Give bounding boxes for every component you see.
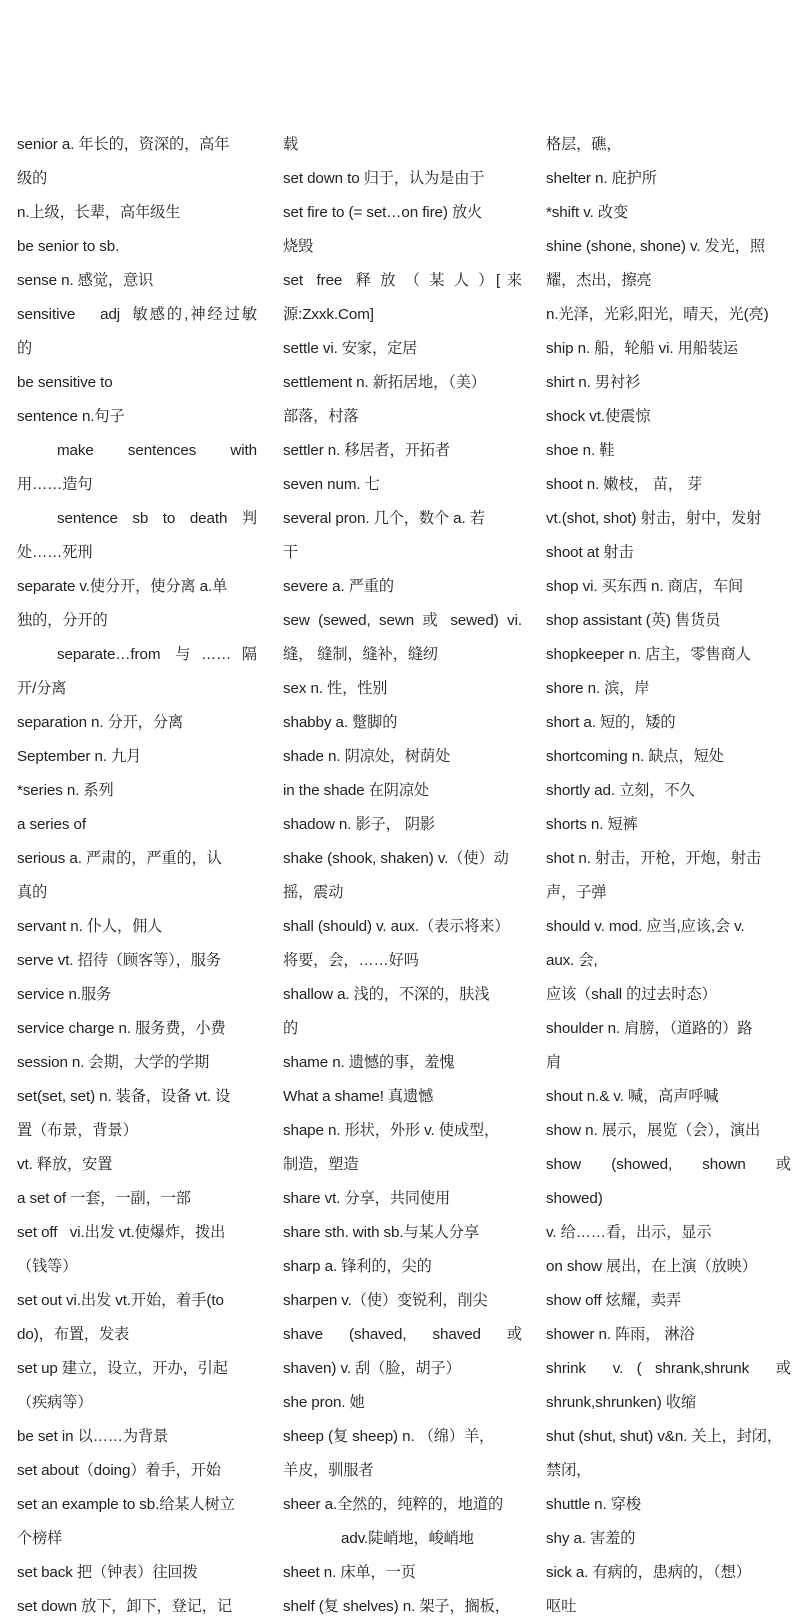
vocabulary-entry-line: separate v.使分开，使分离 a.单 bbox=[17, 578, 228, 595]
vocabulary-entry-line: set about（doing）着手，开始 bbox=[17, 1462, 221, 1479]
vocabulary-entry-line: shame n. 遗憾的事，羞愧 bbox=[283, 1054, 455, 1071]
vocabulary-entry-line: shower n. 阵雨， 淋浴 bbox=[546, 1326, 695, 1343]
vocabulary-entry-line: adv.陡峭地，峻峭地 bbox=[341, 1530, 474, 1547]
vocabulary-entry-line: 用……造句 bbox=[17, 476, 93, 493]
vocabulary-entry-line: settlement n. 新拓居地，（美） bbox=[283, 374, 486, 391]
vocabulary-entry-line: sheer a.全然的，纯粹的，地道的 bbox=[283, 1496, 504, 1513]
vocabulary-entry-line: 处……死刑 bbox=[17, 544, 93, 561]
vocabulary-entry-line: shave (shaved, shaved 或 bbox=[283, 1326, 522, 1343]
vocabulary-entry-line: vt. 释放，安置 bbox=[17, 1156, 113, 1173]
vocabulary-entry-line: several pron. 几个，数个 a. 若 bbox=[283, 510, 485, 527]
vocabulary-entry-line: service n.服务 bbox=[17, 986, 112, 1003]
vocabulary-entry-line: shelter n. 庇护所 bbox=[546, 170, 657, 187]
vocabulary-entry-line: 源:Zxxk.Com] bbox=[283, 306, 374, 323]
vocabulary-entry-line: 载 bbox=[283, 136, 299, 153]
vocabulary-entry-line: 开/分离 bbox=[17, 680, 67, 697]
vocabulary-entry-line: set back 把（钟表）往回拨 bbox=[17, 1564, 198, 1581]
vocabulary-entry-line: vt.(shot, shot) 射击，射中，发射 bbox=[546, 510, 762, 527]
vocabulary-entry-line: a series of bbox=[17, 816, 86, 833]
vocabulary-entry-line: 干 bbox=[283, 544, 299, 561]
vocabulary-entry-line: 将要，会，……好吗 bbox=[283, 952, 419, 969]
vocabulary-entry-line: shopkeeper n. 店主，零售商人 bbox=[546, 646, 751, 663]
vocabulary-entry-line: shake (shook, shaken) v.（使）动 bbox=[283, 850, 509, 867]
vocabulary-entry-line: shock vt.使震惊 bbox=[546, 408, 651, 425]
vocabulary-entry-line: showed) bbox=[546, 1190, 603, 1207]
vocabulary-entry-line: 的 bbox=[17, 340, 33, 357]
vocabulary-entry-line: 级的 bbox=[17, 170, 48, 187]
vocabulary-entry-line: seven num. 七 bbox=[283, 476, 380, 493]
vocabulary-entry-line: 制造，塑造 bbox=[283, 1156, 359, 1173]
vocabulary-entry-line: （钱等） bbox=[17, 1258, 78, 1275]
vocabulary-entry-line: 烧毁 bbox=[283, 238, 314, 255]
vocabulary-entry-line: share sth. with sb.与某人分享 bbox=[283, 1224, 479, 1241]
vocabulary-entry-line: ship n. 船，轮船 vi. 用船装运 bbox=[546, 340, 738, 357]
vocabulary-entry-line: senior a. 年长的，资深的，高年 bbox=[17, 136, 230, 153]
vocabulary-entry-line: servant n. 仆人，佣人 bbox=[17, 918, 163, 935]
vocabulary-entry-line: shade n. 阴凉处，树荫处 bbox=[283, 748, 451, 765]
vocabulary-entry-line: 的 bbox=[283, 1020, 299, 1037]
vocabulary-entry-line: separation n. 分开，分离 bbox=[17, 714, 184, 731]
vocabulary-column-1 bbox=[0, 128, 265, 1624]
vocabulary-entry-line: should v. mod. 应当,应该,会 v. bbox=[546, 918, 745, 935]
vocabulary-entry-line: shall (should) v. aux.（表示将来） bbox=[283, 918, 510, 935]
vocabulary-entry-line: on show 展出，在上演（放映） bbox=[546, 1258, 757, 1275]
vocabulary-entry-line: 肩 bbox=[546, 1054, 562, 1071]
vocabulary-entry-line: v. 给……看，出示，显示 bbox=[546, 1224, 712, 1241]
vocabulary-entry-line: shrink v. ( shrank,shrunk 或 bbox=[546, 1360, 791, 1377]
vocabulary-entry-line: 个榜样 bbox=[17, 1530, 63, 1547]
vocabulary-entry-line: shortcoming n. 缺点，短处 bbox=[546, 748, 724, 765]
vocabulary-entry-line: sew (sewed, sewn 或 sewed) vi. bbox=[283, 612, 522, 629]
vocabulary-entry-line: shadow n. 影子， 阴影 bbox=[283, 816, 436, 833]
vocabulary-entry-line: 摇，震动 bbox=[283, 884, 344, 901]
vocabulary-entry-line: shorts n. 短裤 bbox=[546, 816, 638, 833]
vocabulary-entry-line: set off vi.出发 vt.使爆炸，拨出 bbox=[17, 1224, 226, 1241]
vocabulary-entry-line: shoot n. 嫩枝， 苗， 芽 bbox=[546, 476, 703, 493]
vocabulary-entry-line: session n. 会期，大学的学期 bbox=[17, 1054, 210, 1071]
vocabulary-entry-line: shy a. 害羞的 bbox=[546, 1530, 636, 1547]
vocabulary-entry-line: do)，布置，发表 bbox=[17, 1326, 130, 1343]
vocabulary-entry-line: separate…from 与……隔 bbox=[57, 646, 257, 663]
vocabulary-entry-line: settle vi. 安家，定居 bbox=[283, 340, 418, 357]
vocabulary-entry-line: 羊皮，驯服者 bbox=[283, 1462, 374, 1479]
vocabulary-entry-line: shaven) v. 刮（脸，胡子） bbox=[283, 1360, 461, 1377]
vocabulary-entry-line: a set of 一套，一副，一部 bbox=[17, 1190, 191, 1207]
vocabulary-entry-line: shabby a. 蹩脚的 bbox=[283, 714, 398, 731]
vocabulary-entry-line: shuttle n. 穿梭 bbox=[546, 1496, 641, 1513]
vocabulary-entry-line: shop vi. 买东西 n. 商店，车间 bbox=[546, 578, 744, 595]
vocabulary-entry-line: settler n. 移居者，开拓者 bbox=[283, 442, 450, 459]
vocabulary-entry-line: 缝， 缝制，缝补，缝纫 bbox=[283, 646, 438, 663]
vocabulary-entry-line: sentence n.句子 bbox=[17, 408, 125, 425]
vocabulary-entry-line: sex n. 性，性别 bbox=[283, 680, 388, 697]
vocabulary-entry-line: service charge n. 服务费，小费 bbox=[17, 1020, 226, 1037]
vocabulary-entry-line: sharpen v.（使）变锐利，削尖 bbox=[283, 1292, 488, 1309]
vocabulary-entry-line: sheet n. 床单，一页 bbox=[283, 1564, 416, 1581]
three-column-layout bbox=[0, 128, 797, 1624]
vocabulary-entry-line: be sensitive to bbox=[17, 374, 113, 391]
vocabulary-entry-line: shore n. 滨，岸 bbox=[546, 680, 650, 697]
vocabulary-entry-line: be senior to sb. bbox=[17, 238, 120, 255]
vocabulary-entry-line: *shift v. 改变 bbox=[546, 204, 629, 221]
vocabulary-entry-line: serious a. 严肃的，严重的，认 bbox=[17, 850, 222, 867]
vocabulary-entry-line: 部落，村落 bbox=[283, 408, 359, 425]
vocabulary-entry-line: shoot at 射击 bbox=[546, 544, 634, 561]
vocabulary-entry-line: What a shame! 真遗憾 bbox=[283, 1088, 434, 1105]
vocabulary-entry-line: shout n.& v. 喊，高声呼喊 bbox=[546, 1088, 719, 1105]
vocabulary-entry-line: n.光泽，光彩,阳光，晴天，光(亮) bbox=[546, 306, 769, 323]
vocabulary-entry-line: set an example to sb.给某人树立 bbox=[17, 1496, 235, 1513]
vocabulary-entry-line: set down to 归于，认为是由于 bbox=[283, 170, 485, 187]
vocabulary-entry-line: shoulder n. 肩膀，（道路的）路 bbox=[546, 1020, 753, 1037]
vocabulary-entry-line: 真的 bbox=[17, 884, 48, 901]
vocabulary-entry-line: 声，子弹 bbox=[546, 884, 607, 901]
vocabulary-column-3 bbox=[530, 128, 797, 1624]
vocabulary-entry-line: share vt. 分享，共同使用 bbox=[283, 1190, 451, 1207]
vocabulary-entry-line: serve vt. 招待（顾客等），服务 bbox=[17, 952, 221, 969]
vocabulary-entry-line: set fire to (= set…on fire) 放火 bbox=[283, 204, 483, 221]
vocabulary-entry-line: shine (shone, shone) v. 发光，照 bbox=[546, 238, 765, 255]
vocabulary-entry-line: sheep (复 sheep) n. （绵）羊， bbox=[283, 1428, 495, 1445]
vocabulary-entry-line: sense n. 感觉，意识 bbox=[17, 272, 154, 289]
vocabulary-entry-line: shrunk,shrunken) 收缩 bbox=[546, 1394, 697, 1411]
vocabulary-entry-line: shape n. 形状，外形 v. 使成型， bbox=[283, 1122, 500, 1139]
vocabulary-entry-line: show (showed, shown 或 bbox=[546, 1156, 791, 1173]
vocabulary-entry-line: she pron. 她 bbox=[283, 1394, 365, 1411]
vocabulary-entry-line: shoe n. 鞋 bbox=[546, 442, 615, 459]
vocabulary-entry-line: sentence sb to death 判 bbox=[57, 510, 257, 527]
vocabulary-entry-line: sick a. 有病的，患病的，（想） bbox=[546, 1564, 751, 1581]
vocabulary-entry-line: set out vi.出发 vt.开始，着手(to bbox=[17, 1292, 224, 1309]
vocabulary-entry-line: be set in 以……为背景 bbox=[17, 1428, 169, 1445]
vocabulary-entry-line: 置（布景，背景） bbox=[17, 1122, 138, 1139]
vocabulary-entry-line: shirt n. 男衬衫 bbox=[546, 374, 641, 391]
vocabulary-entry-line: （疾病等） bbox=[17, 1394, 93, 1411]
vocabulary-entry-line: set up 建立，设立，开办，引起 bbox=[17, 1360, 228, 1377]
vocabulary-entry-line: in the shade 在阴凉处 bbox=[283, 782, 430, 799]
vocabulary-entry-line: sensitive adj 敏感的,神经过敏 bbox=[17, 306, 257, 323]
vocabulary-entry-line: n.上级，长辈，高年级生 bbox=[17, 204, 181, 221]
vocabulary-entry-line: shortly ad. 立刻，不久 bbox=[546, 782, 695, 799]
vocabulary-entry-line: shot n. 射击，开枪，开炮，射击 bbox=[546, 850, 761, 867]
vocabulary-column-2 bbox=[265, 128, 530, 1624]
vocabulary-entry-line: shut (shut, shut) v&n. 关上，封闭， bbox=[546, 1428, 782, 1445]
vocabulary-entry-line: 耀，杰出，擦亮 bbox=[546, 272, 652, 289]
vocabulary-entry-line: severe a. 严重的 bbox=[283, 578, 394, 595]
vocabulary-entry-line: *series n. 系列 bbox=[17, 782, 114, 799]
vocabulary-entry-line: shallow a. 浅的，不深的，肤浅 bbox=[283, 986, 490, 1003]
vocabulary-entry-line: set(set, set) n. 装备，设备 vt. 设 bbox=[17, 1088, 231, 1105]
vocabulary-entry-line: aux. 会, bbox=[546, 952, 598, 969]
vocabulary-entry-line: set free 释 放 （ 某 人 ）[ 来 bbox=[283, 272, 522, 289]
vocabulary-entry-line: set down 放下，卸下，登记，记 bbox=[17, 1598, 232, 1615]
vocabulary-entry-line: 格层，礁， bbox=[546, 136, 622, 153]
vocabulary-entry-line: show n. 展示，展览（会），演出 bbox=[546, 1122, 761, 1139]
vocabulary-entry-line: show off 炫耀，卖弄 bbox=[546, 1292, 682, 1309]
vocabulary-entry-line: 禁闭， bbox=[546, 1462, 592, 1479]
vocabulary-entry-line: 独的，分开的 bbox=[17, 612, 108, 629]
vocabulary-entry-line: shelf (复 shelves) n. 架子，搁板， bbox=[283, 1598, 510, 1615]
vocabulary-entry-line: sharp a. 锋利的，尖的 bbox=[283, 1258, 432, 1275]
vocabulary-entry-line: 呕吐 bbox=[546, 1598, 577, 1615]
vocabulary-entry-line: short a. 短的，矮的 bbox=[546, 714, 676, 731]
vocabulary-entry-line: shop assistant (英) 售货员 bbox=[546, 612, 721, 629]
vocabulary-entry-line: 应该（shall 的过去时态） bbox=[546, 986, 717, 1003]
vocabulary-entry-line: September n. 九月 bbox=[17, 748, 142, 765]
vocabulary-entry-line: make sentences with bbox=[57, 442, 257, 459]
